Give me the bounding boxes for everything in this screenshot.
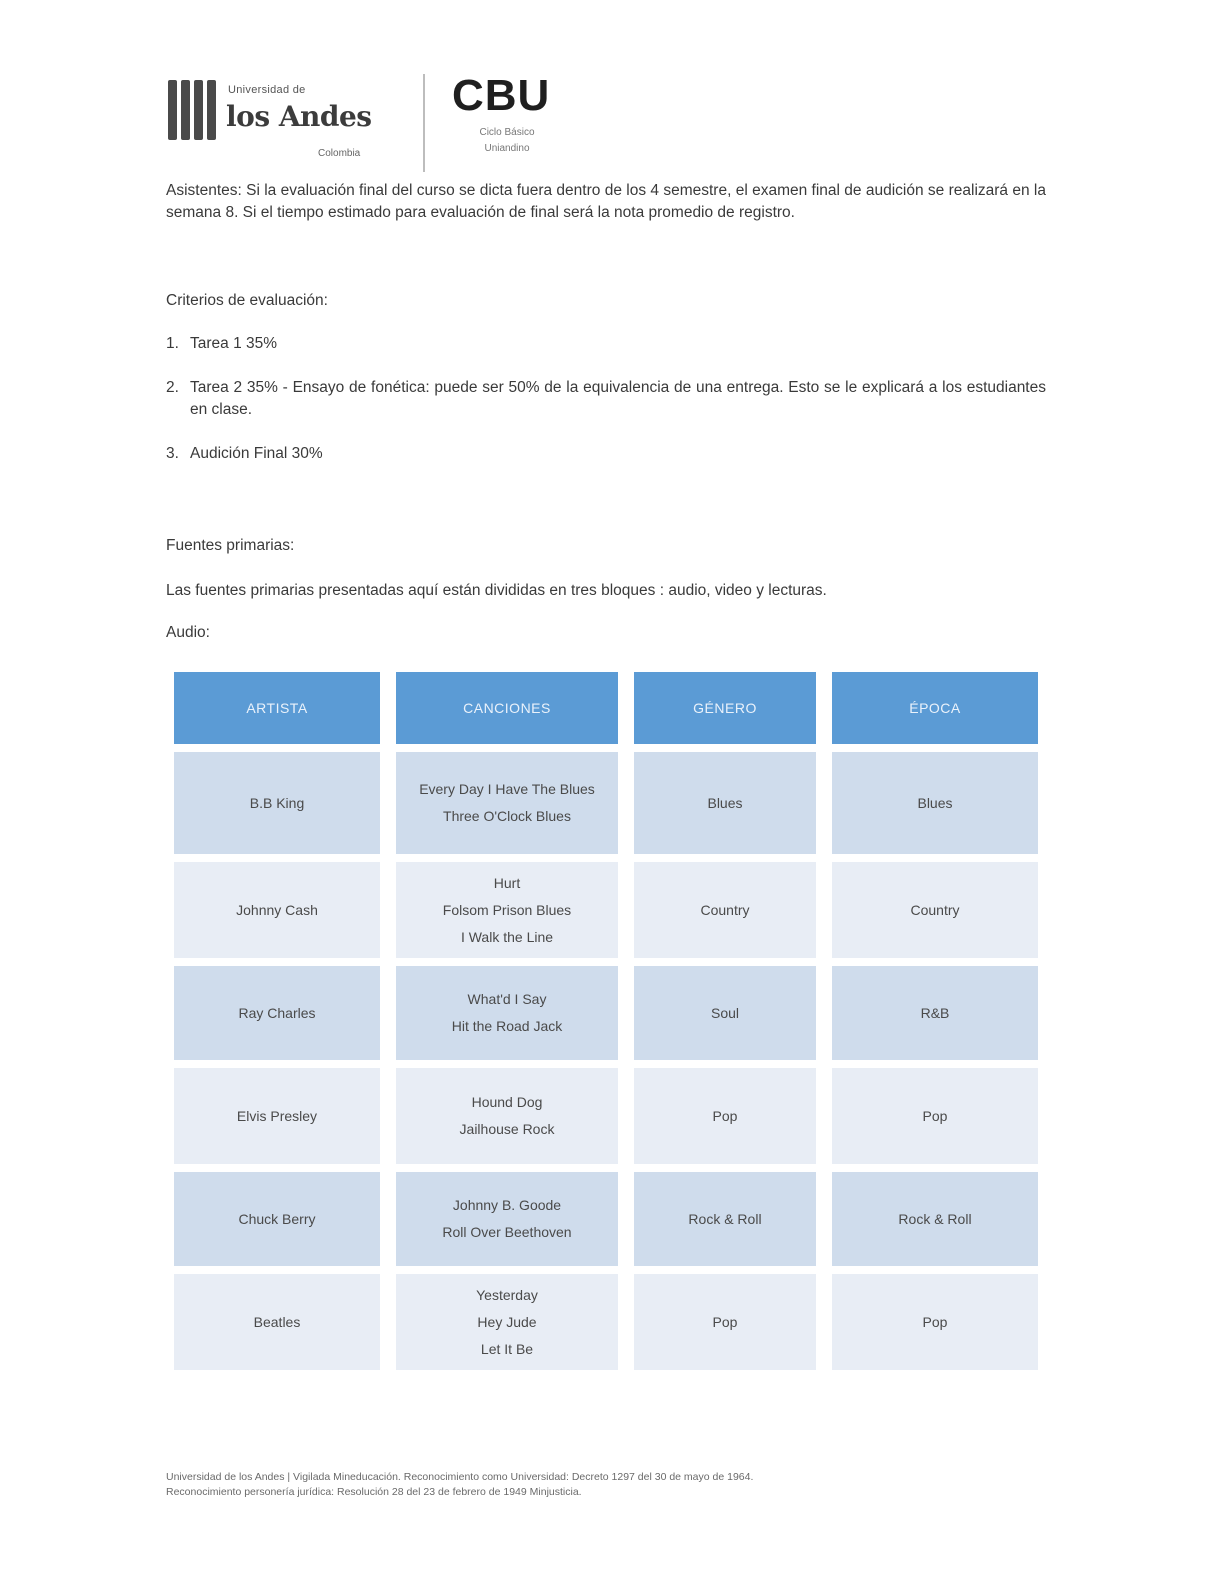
sources-paragraph: Las fuentes primarias presentadas aquí están divididas en tres bloques : audio, video y lecturas. [166,582,827,599]
artist-cell: B.B King [174,752,380,854]
era-cell: Rock & Roll [832,1172,1038,1266]
audio-sources-table [174,672,1038,1372]
cbu-subtitle-1: Ciclo Básico [479,127,535,138]
page-footer [166,1470,1046,1500]
university-country: Colombia [318,148,361,159]
cbu-title: CBU [452,71,551,120]
genre-cell: Country [634,862,816,958]
table-row [174,1068,1038,1164]
genre-cell: Pop [634,1274,816,1370]
list-item: 1. Tarea 1 35% [166,335,278,352]
artist-cell: Ray Charles [174,966,380,1060]
logo-divider [423,74,425,172]
audio-heading: Audio: [166,624,210,641]
era-cell: Country [832,862,1038,958]
table-row [174,966,1038,1060]
genre-cell: Rock & Roll [634,1172,816,1266]
era-cell: Pop [832,1274,1038,1370]
table-row [174,752,1038,854]
songs-cell: Hurt Folsom Prison Blues I Walk the Line [396,862,618,958]
cbu-logo [452,71,572,174]
footer-line: Universidad de los Andes | Vigilada Mineducación. Reconocimiento como Universidad: Decreto 1297 del 30 de mayo de 1964. [166,1471,754,1483]
list-item: 2. Tarea 2 35% - Ensayo de fonética: puede ser 50% de la equivalencia de una entrega. Esto se le explicará a los estudiantes en clase. [166,379,1046,418]
songs-cell: Johnny B. Goode Roll Over Beethoven [396,1172,618,1266]
songs-cell: What'd I Say Hit the Road Jack [396,966,618,1060]
era-cell: R&B [832,966,1038,1060]
songs-cell: Every Day I Have The Blues Three O'Clock Blues [396,752,618,854]
era-cell: Pop [832,1068,1038,1164]
table-header-cell: ARTISTA [174,672,380,744]
artist-cell: Elvis Presley [174,1068,380,1164]
table-header-cell: ÉPOCA [832,672,1038,744]
genre-cell: Soul [634,966,816,1060]
university-name: los Andes [226,100,372,133]
table-row [174,1172,1038,1266]
songs-cell: Yesterday Hey Jude Let It Be [396,1274,618,1370]
university-seal-icon [168,80,216,140]
artist-cell: Chuck Berry [174,1172,380,1266]
era-cell: Blues [832,752,1038,854]
university-logo [168,78,393,168]
footer-line: Reconocimiento personería jurídica: Resolución 28 del 23 de febrero de 1949 Minjusticia. [166,1486,582,1498]
artist-cell: Johnny Cash [174,862,380,958]
table-header-cell: GÉNERO [634,672,816,744]
university-top-line: Universidad de [228,84,306,96]
artist-cell: Beatles [174,1274,380,1370]
sources-heading: Fuentes primarias: [166,537,295,554]
table-header-cell: CANCIONES [396,672,618,744]
criteria-heading: Criterios de evaluación: [166,292,328,309]
songs-cell: Hound Dog Jailhouse Rock [396,1068,618,1164]
genre-cell: Pop [634,1068,816,1164]
table-header-row [174,672,1038,744]
cbu-subtitle-2: Uniandino [484,143,530,154]
list-item: 3. Audición Final 30% [166,445,323,462]
genre-cell: Blues [634,752,816,854]
criteria-list [166,333,1046,487]
table-row [174,1274,1038,1370]
table-row [174,862,1038,958]
intro-paragraph: Asistentes: Si la evaluación final del curso se dicta fuera dentro de los 4 semestre, el examen final de audición se realizará en la semana 8. Si el tiempo estimado para evaluación de final será la nota promedio de registro. [166,182,1046,221]
